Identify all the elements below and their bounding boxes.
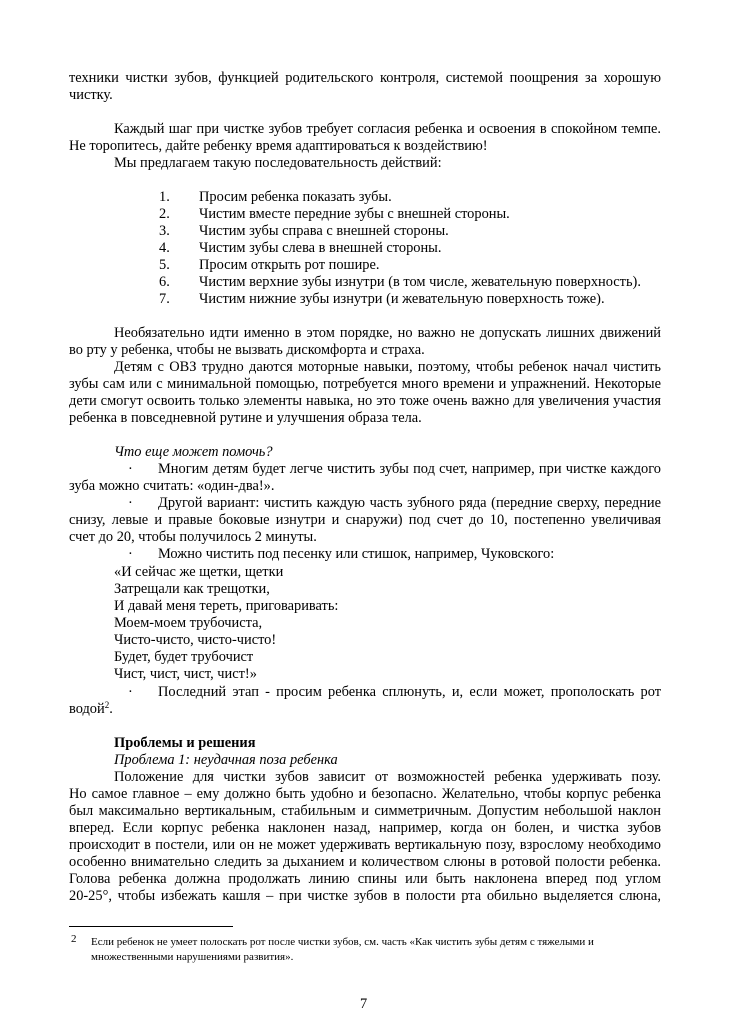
step-number: 1.: [159, 189, 170, 205]
paragraph-line: Детям с ОВЗ трудно даются моторные навыки, поэтому, чтобы ребенок начал чистить: [114, 359, 661, 375]
paragraph-line: Каждый шаг при чистке зубов требует согласия ребенка и освоения в спокойном темпе.: [114, 121, 661, 137]
paragraph-line: во рту у ребенка, чтобы не вызвать дискомфорта и страха.: [69, 342, 425, 358]
paragraph-line: был максимально вертикальным, стабильным и симметричным. Допустим небольшой наклон: [69, 803, 661, 819]
intro-line: чистку.: [69, 87, 113, 103]
paragraph-line: вперед. Если корпус ребенка наклонен назад, например, когда он болен, и чистка зубов: [69, 820, 661, 836]
bullet-line: [69, 701, 113, 718]
paragraph-line: Необязательно идти именно в этом порядке, но важно не допускать лишних движений: [114, 325, 661, 341]
poem-line: Чисто-чисто, чисто-чисто!: [114, 632, 277, 648]
bullet-line: счет до 20, чтобы получилось 2 минуты.: [69, 529, 317, 545]
paragraph-line: 20-25°, чтобы избежать кашля – при чистке зубов в полости рта обильно выделяется слюна,: [69, 888, 661, 904]
paragraph-line: ребенка в повседневной рутине и улучшения образа тела.: [69, 410, 422, 426]
step-number: 4.: [159, 240, 170, 256]
step-text: Чистим верхние зубы изнутри (в том числе, жевательную поверхность).: [199, 274, 641, 290]
step-number: 5.: [159, 257, 170, 273]
bullet-line: Другой вариант: чистить каждую часть зубного ряда (передние сверху, передние: [158, 495, 661, 511]
bullet-line: Многим детям будет легче чистить зубы под счет, например, при чистке каждого: [158, 461, 661, 477]
poem-line: Затрещали как трещотки,: [114, 581, 270, 597]
bullet-line: Можно чистить под песенку или стишок, например, Чуковского:: [158, 546, 555, 562]
step-text: Чистим вместе передние зубы с внешней стороны.: [199, 206, 510, 222]
bullet-icon: ·: [128, 495, 133, 511]
poem-line: Моем-моем трубочиста,: [114, 615, 263, 631]
paragraph-line: дети смогут освоить только элементы навыка, но это тоже очень важно для увеличения участия: [69, 393, 661, 409]
step-text: Просим ребенка показать зубы.: [199, 189, 392, 205]
step-text: Чистим зубы слева в внешней стороны.: [199, 240, 442, 256]
step-text: Чистим зубы справа с внешней стороны.: [199, 223, 449, 239]
poem-line: Чист, чист, чист, чист!»: [114, 666, 257, 682]
step-number: 6.: [159, 274, 170, 290]
step-text: Просим открыть рот пошире.: [199, 257, 380, 273]
step-number: 3.: [159, 223, 170, 239]
page-number: 7: [360, 996, 368, 1012]
paragraph-line: зубы сам или с минимальной помощью, потребуется много времени и упражнений. Некоторые: [69, 376, 661, 392]
problems-heading: Проблемы и решения: [114, 735, 256, 751]
step-text: Чистим нижние зубы изнутри (и жевательную поверхность тоже).: [199, 291, 605, 307]
bullet-icon: ·: [128, 546, 133, 562]
poem-line: Будет, будет трубочист: [114, 649, 254, 665]
bullet-line: зуба можно считать: «один-два!».: [69, 478, 275, 494]
bullet-line-text: водой: [69, 701, 105, 717]
footnote-line: Если ребенок не умеет полоскать рот после чистки зубов, см. часть «Как чистить зубы детям с тяжелыми и: [91, 936, 594, 948]
poem-line: «И сейчас же щетки, щетки: [114, 564, 284, 580]
bullet-line: снизу, левые и правые боковые изнутри и снаружи) под счет до 10, постепенно увеличивая: [69, 512, 661, 528]
paragraph-line: Мы предлагаем такую последовательность действий:: [114, 155, 442, 171]
step-number: 2.: [159, 206, 170, 222]
bullet-icon: ·: [128, 461, 133, 477]
footnote-divider: [69, 926, 233, 927]
paragraph-line: происходит в постели, или он не может удерживать вертикальную позу, взрослому необходимо: [69, 837, 661, 853]
problem1-heading: Проблема 1: неудачная поза ребенка: [114, 752, 338, 768]
footnote-mark: 2: [71, 933, 77, 945]
intro-line: техники чистки зубов, функцией родительского контроля, системой поощрения за хорошую: [69, 70, 661, 86]
footnote-line: множественными нарушениями развития».: [91, 951, 294, 963]
bullet-line-end: .: [109, 701, 113, 717]
paragraph-line: Не торопитесь, дайте ребенку время адаптироваться к воздействию!: [69, 138, 488, 154]
paragraph-line: Голова ребенка должна продолжать линию спины или быть наклонена вперед под углом: [69, 871, 661, 887]
bullet-icon: ·: [128, 684, 133, 700]
step-number: 7.: [159, 291, 170, 307]
poem-line: И давай меня тереть, приговаривать:: [114, 598, 339, 614]
paragraph-line: особенно внимательно следить за дыханием и количеством слюны в ротовой полости ребенка.: [69, 854, 661, 870]
help-heading: Что еще может помочь?: [114, 444, 273, 460]
footnote-reference: 2: [104, 700, 110, 710]
paragraph-line: Но самое главное – ему должно быть удобно и безопасно. Желательно, чтобы корпус ребенка: [69, 786, 661, 802]
bullet-line: Последний этап - просим ребенка сплюнуть, и, если может, прополоскать рот: [158, 684, 661, 700]
paragraph-line: Положение для чистки зубов зависит от возможностей ребенка удерживать позу.: [114, 769, 661, 785]
